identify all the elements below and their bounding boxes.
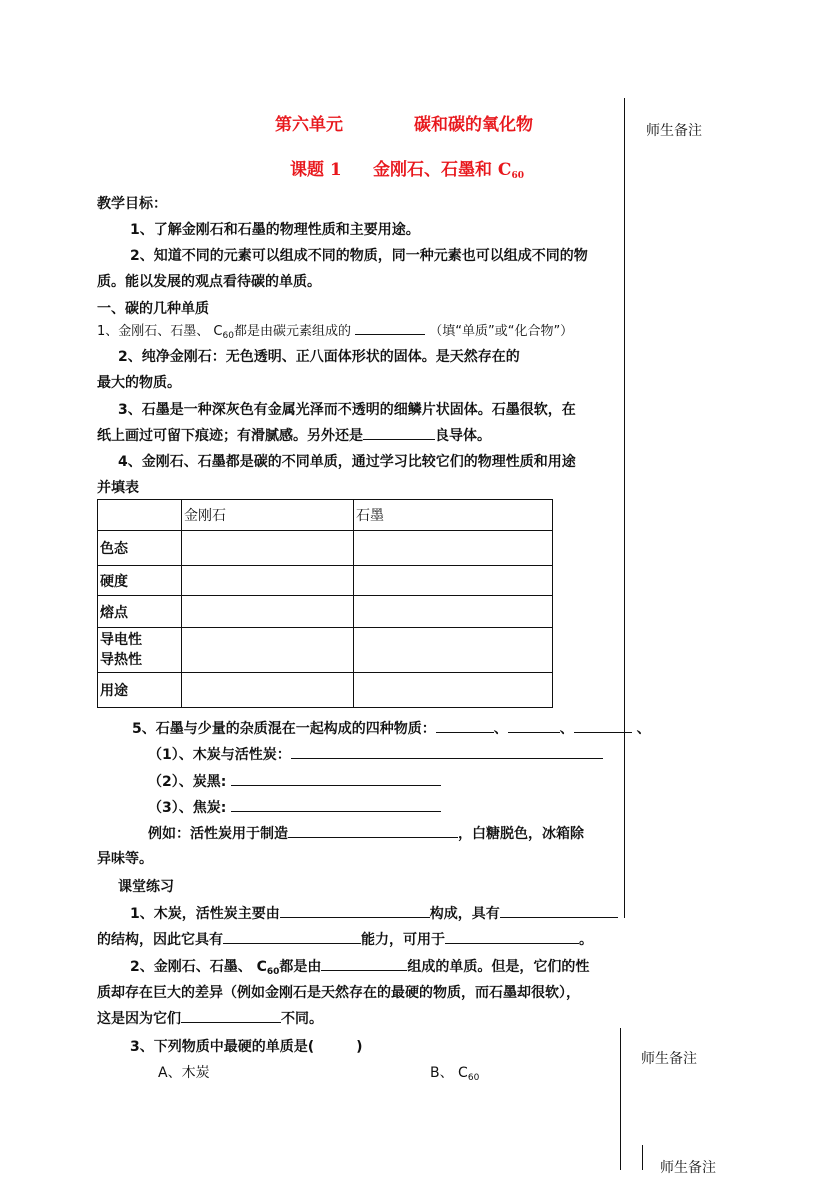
unit-title: 第六单元 xyxy=(275,115,343,135)
table-cell[interactable] xyxy=(354,596,553,628)
question-1: 1、金刚石、石墨、 $C_{60}$都是由碳元素组成的 （填“单质”或“化合物”） xyxy=(97,320,573,341)
objective-1: 1、了解金刚石和石墨的物理性质和主要用途。 xyxy=(130,222,420,238)
answer-blank[interactable] xyxy=(288,823,458,838)
side-note-3: 师生备注 xyxy=(660,1160,716,1176)
answer-blank[interactable] xyxy=(574,718,632,733)
lesson-number: 课题 1 xyxy=(290,160,342,180)
objective-2-line2: 质。能以发展的观点看待碳的单质。 xyxy=(97,274,321,290)
row-label: 熔点 xyxy=(98,596,182,628)
question-5: 5、石墨与少量的杂质混在一起构成的四种物质： 、 、 、 xyxy=(132,718,651,738)
table-cell[interactable] xyxy=(182,531,354,566)
objectives-heading: 教学目标： xyxy=(97,196,167,212)
table-cell[interactable] xyxy=(182,566,354,596)
table-header-row xyxy=(98,500,553,531)
answer-blank[interactable] xyxy=(363,425,435,440)
table-header-graphite: 石墨 xyxy=(354,500,553,531)
question-4-line2: 并填表 xyxy=(97,480,139,496)
practice-1-line2: 的结构，因此它具有 能力，可用于 。 xyxy=(97,929,593,949)
practice-2-line2: 质却存在巨大的差异（例如金刚石是天然存在的最硬的物质，而石墨却很软）， xyxy=(97,985,580,1001)
practice-1-line1: 1、木炭，活性炭主要由 构成，具有 xyxy=(130,903,618,923)
answer-blank[interactable] xyxy=(321,956,407,971)
table-row xyxy=(98,673,553,708)
margin-line-middle xyxy=(620,1028,621,1170)
question-3-line1: 3、石墨是一种深灰色有金属光泽而不透明的细鳞片状固体。石墨很软，在 xyxy=(118,402,576,418)
practice-2-line1: 2、金刚石、石墨、 $C_{60}$都是由 组成的单质。但是，它们的性 xyxy=(130,956,589,977)
answer-blank[interactable] xyxy=(500,903,618,918)
question-4-line1: 4、金刚石、石墨都是碳的不同单质，通过学习比较它们的物理性质和用途 xyxy=(118,454,576,470)
table-cell[interactable] xyxy=(182,673,354,708)
table-header-cell xyxy=(98,500,182,531)
practice-heading: 课堂练习 xyxy=(118,879,174,895)
answer-blank[interactable] xyxy=(355,320,425,335)
item-charcoal: （1）、木炭与活性炭： xyxy=(148,744,603,764)
item-coke: （3）、焦炭: xyxy=(148,797,441,817)
option-a[interactable]: A、木炭 xyxy=(158,1065,210,1081)
section1-heading: 一、碳的几种单质 xyxy=(97,301,209,317)
table-header-diamond: 金刚石 xyxy=(182,500,354,531)
answer-blank[interactable] xyxy=(508,718,560,733)
answer-blank[interactable] xyxy=(445,929,579,944)
side-note-2: 师生备注 xyxy=(641,1051,697,1067)
answer-blank[interactable] xyxy=(291,744,603,759)
table-cell[interactable] xyxy=(354,566,553,596)
question-2-line1: 2、纯净金刚石：无色透明、正八面体形状的固体。是天然存在的 xyxy=(118,349,520,365)
example-line2: 异味等。 xyxy=(97,851,153,867)
example-line1: 例如：活性炭用于制造 ，白糖脱色，冰箱除 xyxy=(148,823,584,843)
properties-table xyxy=(97,499,553,708)
answer-blank[interactable] xyxy=(231,797,441,812)
practice-3: 3、下列物质中最硬的单质是( ) xyxy=(130,1039,363,1055)
margin-line-top xyxy=(624,98,625,918)
table-row xyxy=(98,531,553,566)
answer-blank[interactable] xyxy=(231,771,441,786)
row-label: 硬度 xyxy=(98,566,182,596)
answer-blank[interactable] xyxy=(436,718,494,733)
table-cell[interactable] xyxy=(354,673,553,708)
table-row xyxy=(98,628,553,673)
table-cell[interactable] xyxy=(354,628,553,673)
margin-line-bottom xyxy=(642,1145,643,1170)
row-label: 用途 xyxy=(98,673,182,708)
row-label: 导电性 导热性 xyxy=(98,628,182,673)
table-cell[interactable] xyxy=(182,628,354,673)
objective-2-line1: 2、知道不同的元素可以组成不同的物质，同一种元素也可以组成不同的物 xyxy=(130,248,588,264)
question-2-line2: 最大的物质。 xyxy=(97,375,181,391)
answer-blank[interactable] xyxy=(181,1008,281,1023)
option-b[interactable]: B、 $C_{60}$ xyxy=(430,1065,480,1083)
answer-blank[interactable] xyxy=(223,929,361,944)
table-row xyxy=(98,596,553,628)
item-carbon-black: （2）、炭黑: xyxy=(148,771,441,791)
practice-2-line3: 这是因为它们 不同。 xyxy=(97,1008,323,1028)
unit-name: 碳和碳的氧化物 xyxy=(414,115,533,135)
lesson-title: 金刚石、石墨和 $C_{60}$ xyxy=(373,160,524,181)
table-cell[interactable] xyxy=(182,596,354,628)
table-cell[interactable] xyxy=(354,531,553,566)
side-note-1: 师生备注 xyxy=(646,123,702,139)
answer-blank[interactable] xyxy=(280,903,430,918)
table-row xyxy=(98,566,553,596)
question-3-line2: 纸上画过可留下痕迹；有滑腻感。另外还是 良导体。 xyxy=(97,425,491,445)
row-label: 色态 xyxy=(98,531,182,566)
